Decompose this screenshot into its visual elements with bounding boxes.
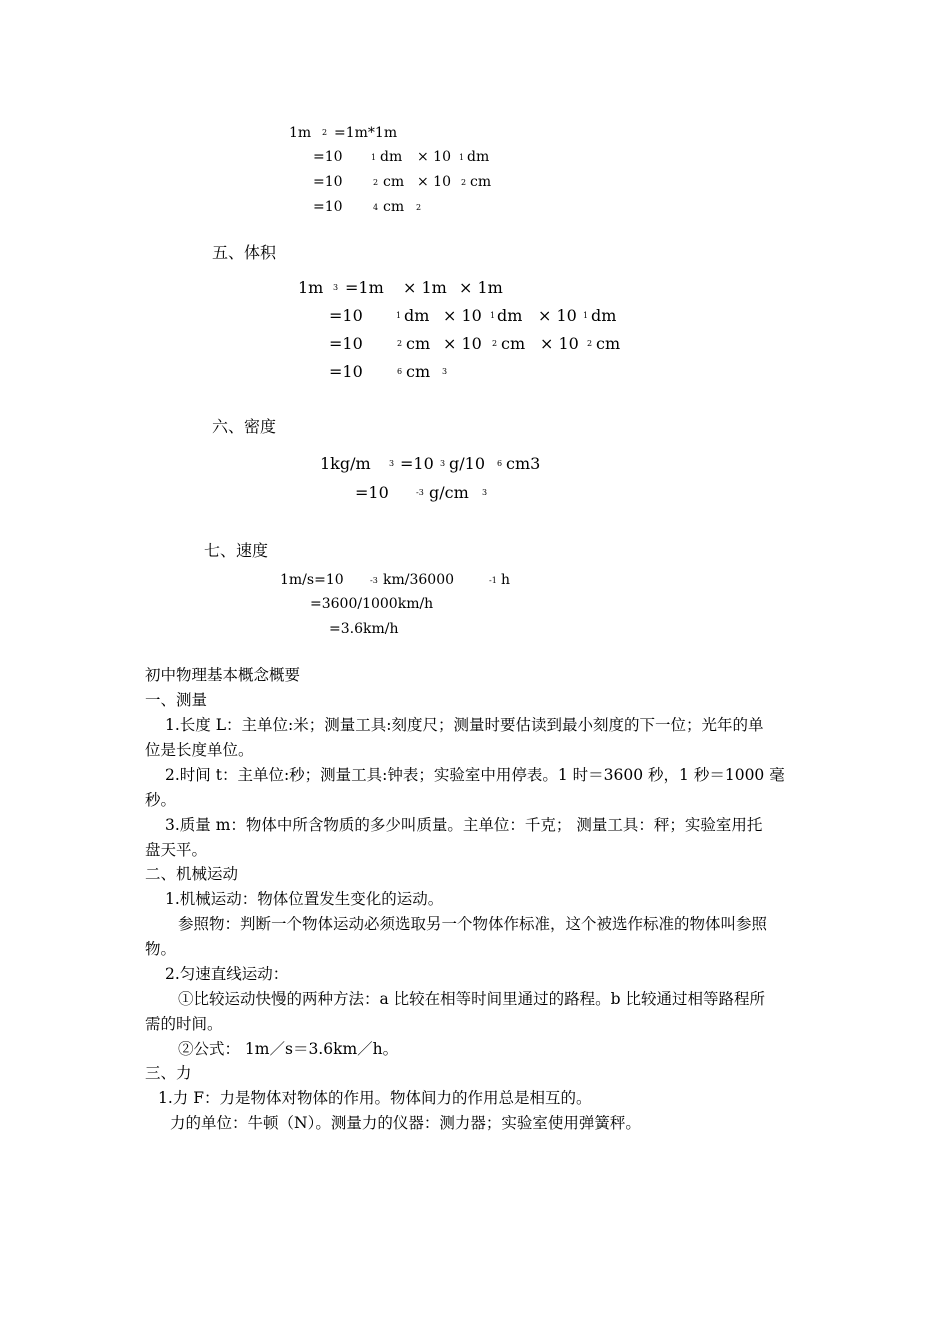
density-line-1-unit: cm3 bbox=[506, 454, 541, 473]
volume-line-2-exp-a: 1 bbox=[396, 311, 402, 320]
volume-line-1-exp: 3 bbox=[333, 283, 339, 292]
paragraph-line: ①比较运动快慢的两种方法：a 比较在相等时间里通过的路程。b 比较通过相等路程所 bbox=[178, 990, 766, 1008]
paragraph-line: 力的单位：牛顿（N）。测量力的仪器：测力器；实验室使用弹簧秤。 bbox=[170, 1114, 641, 1132]
paragraph-line: 参照物：判断一个物体运动必须选取另一个物体作标准，这个被选作标准的物体叫参照 bbox=[178, 915, 768, 933]
area-line-2-unit-b: dm bbox=[467, 149, 490, 165]
volume-line-2-times-b: × 10 bbox=[538, 306, 577, 325]
area-line-2-eq: =10 bbox=[313, 149, 343, 165]
volume-line-1-a: =1m bbox=[345, 278, 384, 297]
volume-line-2-eq: =10 bbox=[329, 306, 363, 325]
speed-line-1-exp-b: -1 bbox=[489, 576, 497, 585]
density-line-1-eq: =10 bbox=[400, 454, 434, 473]
area-line-3-exp-a: 2 bbox=[373, 178, 379, 187]
density-line-2-unit: g/cm bbox=[429, 483, 469, 502]
section-heading-motion: 二、机械运动 bbox=[145, 865, 239, 883]
density-line-1-base: 1kg/m bbox=[320, 454, 371, 473]
speed-line-1-base: 1m/s=10 bbox=[280, 572, 344, 588]
paragraph-line: 需的时间。 bbox=[145, 1015, 223, 1033]
volume-line-4-unit: cm bbox=[406, 362, 431, 381]
volume-line-3-exp-a: 2 bbox=[397, 339, 403, 348]
area-line-2-unit-a: dm bbox=[380, 149, 403, 165]
area-line-3-exp-b: 2 bbox=[461, 178, 467, 187]
density-line-1-exp-c: 6 bbox=[497, 459, 503, 468]
paragraph-line: 盘天平。 bbox=[145, 841, 208, 859]
volume-line-3-times-b: × 10 bbox=[540, 334, 579, 353]
paragraph-line: 2.匀速直线运动： bbox=[165, 965, 289, 983]
section-heading-force: 三、力 bbox=[145, 1064, 192, 1082]
volume-line-2-unit-b: dm bbox=[497, 306, 523, 325]
volume-line-4-exp: 6 bbox=[397, 367, 403, 376]
volume-line-3-unit-c: cm bbox=[596, 334, 621, 353]
area-line-3-times: × 10 bbox=[417, 174, 451, 190]
area-line-2-exp-a: 1 bbox=[371, 153, 377, 162]
density-heading: 六、密度 bbox=[212, 417, 277, 436]
area-line-4-unit-exp: 2 bbox=[416, 203, 422, 212]
density-line-1-exp-b: 3 bbox=[440, 459, 446, 468]
speed-line-1-unit: h bbox=[501, 572, 511, 588]
volume-line-1-b: × 1m bbox=[403, 278, 447, 297]
volume-line-2-unit-c: dm bbox=[591, 306, 617, 325]
volume-line-2-times-a: × 10 bbox=[443, 306, 482, 325]
volume-line-3-exp-c: 2 bbox=[587, 339, 593, 348]
paragraph-line: 3.质量 m：物体中所含物质的多少叫质量。主单位：千克； 测量工具：秤；实验室用托 bbox=[165, 816, 763, 834]
area-line-1-base: 1m bbox=[289, 125, 312, 141]
paragraph-line: 物。 bbox=[145, 940, 177, 958]
volume-line-2-exp-c: 1 bbox=[583, 311, 589, 320]
volume-line-1-c: × 1m bbox=[459, 278, 503, 297]
volume-line-3-exp-b: 2 bbox=[492, 339, 498, 348]
formula-line: ②公式： 1m／s＝3.6km／h。 bbox=[178, 1040, 399, 1058]
volume-line-1-base: 1m bbox=[298, 278, 324, 297]
paragraph-line: 1.机械运动：物体位置发生变化的运动。 bbox=[165, 890, 444, 908]
paragraph-line: 1.长度 L：主单位:米；测量工具:刻度尺；测量时要估读到最小刻度的下一位；光年的单 bbox=[165, 716, 764, 734]
volume-line-3-eq: =10 bbox=[329, 334, 363, 353]
speed-line-2: =3600/1000km/h bbox=[310, 596, 434, 612]
area-line-3-unit-b: cm bbox=[470, 174, 492, 190]
volume-heading: 五、体积 bbox=[212, 243, 277, 262]
volume-line-2-exp-b: 1 bbox=[490, 311, 496, 320]
area-line-3-eq: =10 bbox=[313, 174, 343, 190]
area-line-2-exp-b: 1 bbox=[459, 153, 465, 162]
volume-line-3-times-a: × 10 bbox=[443, 334, 482, 353]
area-line-3-unit-a: cm bbox=[383, 174, 405, 190]
paragraph-line: 秒。 bbox=[145, 791, 177, 809]
area-line-4-exp: 4 bbox=[373, 203, 379, 212]
area-line-1-exp: 2 bbox=[322, 128, 328, 137]
area-line-1-rest: =1m*1m bbox=[334, 125, 398, 141]
area-line-2-times: × 10 bbox=[417, 149, 451, 165]
speed-heading: 七、速度 bbox=[204, 541, 269, 560]
section-heading-measurement: 一、测量 bbox=[145, 691, 208, 709]
concepts-title: 初中物理基本概念概要 bbox=[145, 666, 301, 684]
volume-line-4-eq: =10 bbox=[329, 362, 363, 381]
paragraph-line: 位是长度单位。 bbox=[145, 741, 254, 759]
volume-line-3-unit-a: cm bbox=[406, 334, 431, 353]
volume-line-4-unit-exp: 3 bbox=[442, 367, 448, 376]
volume-line-2-unit-a: dm bbox=[404, 306, 430, 325]
density-line-2-eq: =10 bbox=[355, 483, 389, 502]
speed-line-1-exp-a: -3 bbox=[370, 576, 378, 585]
density-line-1-div: g/10 bbox=[449, 454, 485, 473]
paragraph-line: 1.力 F：力是物体对物体的作用。物体间力的作用总是相互的。 bbox=[158, 1089, 592, 1107]
density-line-1-exp-a: 3 bbox=[389, 459, 395, 468]
speed-line-1-div: km/36000 bbox=[383, 572, 455, 588]
volume-line-3-unit-b: cm bbox=[501, 334, 526, 353]
speed-line-3: =3.6km/h bbox=[329, 621, 399, 637]
density-line-2-exp: -3 bbox=[416, 488, 424, 497]
paragraph-line: 2.时间 t：主单位:秒；测量工具:钟表；实验室中用停表。1 时＝3600 秒，1 秒＝1000 毫 bbox=[165, 766, 785, 784]
area-line-4-eq: =10 bbox=[313, 199, 343, 215]
area-line-4-unit: cm bbox=[383, 199, 405, 215]
density-line-2-unit-exp: 3 bbox=[482, 488, 488, 497]
